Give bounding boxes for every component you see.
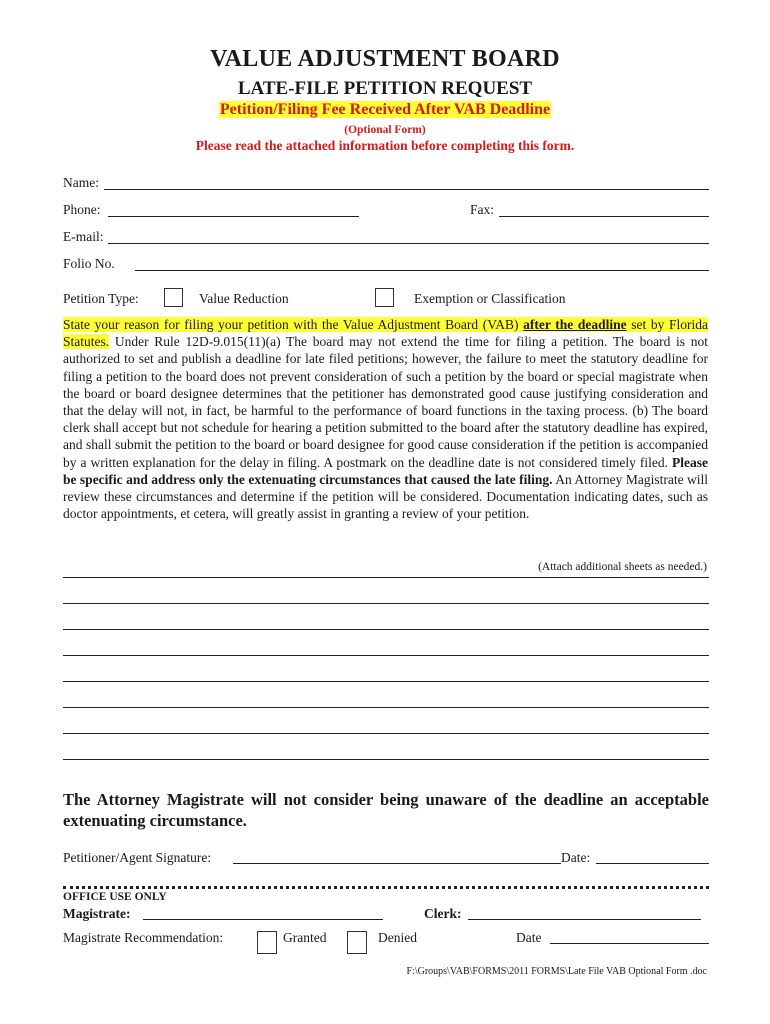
after-deadline-text: after the deadline [523, 317, 627, 332]
clerk-field[interactable] [468, 919, 701, 920]
reason-line[interactable] [63, 733, 709, 734]
office-date-label: Date [516, 930, 542, 945]
folio-field[interactable] [135, 270, 709, 271]
phone-label: Phone: [63, 202, 101, 217]
denied-checkbox[interactable] [347, 931, 367, 954]
magistrate-warning: The Attorney Magistrate will not consider being unaware of the deadline an acceptable extenuating circumstance. [63, 790, 709, 830]
specific-instruction: Please be specific and address only the extenuating circumstances that caused the late filing. [63, 454, 708, 487]
email-field[interactable] [108, 243, 709, 244]
rule-text: Under Rule 12D-9.015(11)(a) The board may not extend the time for filing a petition. The board is not authorized to set and publish a deadline for late filed petitions; however, the failure to meet the statutory deadline for filing a petition to the board does not prevent consideration of such a petition by the board or special magistrate when the board or board designee determines that the petitioner has demonstrated good cause justifying consideration and that the delay will not, in fact, be harmful to the performance of board functions in the taxing process. (b) The board clerk shall accept but not schedule for hearing a petition submitted to the board after the statutory deadline has expired, and shall submit the petition to the board or board designee for good cause consideration if the petition is accompanied by a written explanation for the delay in filing. A postmark on the deadline date is not considered timely filed. [63, 334, 708, 470]
file-path-footer: F:\Groups\VAB\FORMS\2011 FORMS\Late File VAB Optional Form .doc [406, 966, 707, 977]
reason-line[interactable] [63, 603, 709, 604]
granted-checkbox[interactable] [257, 931, 277, 954]
deadline-banner [0, 101, 770, 119]
fax-field[interactable] [499, 216, 709, 217]
reason-highlight: State your reason for filing your petition with the Value Adjustment Board (VAB) after the deadline set by Florida Statutes. [63, 317, 708, 350]
fax-label: Fax: [470, 202, 495, 217]
reason-line[interactable] [63, 655, 709, 656]
office-use-heading: OFFICE USE ONLY [63, 891, 167, 903]
magistrate-label: Magistrate: [63, 906, 131, 921]
exemption-checkbox[interactable] [375, 288, 394, 307]
deadline-banner-text: Petition/Filing Fee Received After VAB Deadline [219, 101, 551, 118]
form-subtitle: LATE-FILE PETITION REQUEST [237, 78, 533, 99]
name-label: Name: [63, 175, 99, 190]
value-reduction-label: Value Reduction [199, 291, 289, 306]
denied-label: Denied [378, 930, 417, 945]
magistrate-field[interactable] [143, 919, 383, 920]
attach-note: (Attach additional sheets as needed.) [538, 561, 707, 573]
reason-line[interactable] [63, 629, 709, 630]
recommendation-label: Magistrate Recommendation: [63, 930, 224, 945]
signature-date-label: Date: [561, 850, 591, 865]
reason-line[interactable] [63, 759, 709, 760]
office-date-field[interactable] [550, 943, 709, 944]
reason-line[interactable] [63, 681, 709, 682]
optional-form-note: (Optional Form) [344, 124, 426, 136]
clerk-label: Clerk: [424, 906, 462, 921]
reason-line[interactable] [63, 577, 709, 578]
name-field[interactable] [104, 189, 709, 190]
office-divider [63, 886, 709, 889]
signature-label: Petitioner/Agent Signature: [63, 850, 212, 865]
granted-label: Granted [283, 930, 327, 945]
signature-date-field[interactable] [596, 863, 709, 864]
read-instruction: Please read the attached information before completing this form. [195, 138, 575, 153]
phone-field[interactable] [108, 216, 359, 217]
explanation-paragraph [63, 316, 708, 522]
email-label: E-mail: [63, 229, 104, 244]
folio-label: Folio No. [63, 256, 115, 271]
form-title: VALUE ADJUSTMENT BOARD [210, 46, 560, 72]
signature-field[interactable] [233, 863, 561, 864]
petition-type-label: Petition Type: [63, 291, 139, 306]
reason-line[interactable] [63, 707, 709, 708]
review-text: An Attorney Magistrate will review these circumstances and determine if the petition will be considered. Documentation indicating dates, such as doctor appointments, et cetera, will greatly assist in granting a review of your petition. [63, 471, 708, 522]
value-reduction-checkbox[interactable] [164, 288, 183, 307]
exemption-label: Exemption or Classification [414, 291, 566, 306]
